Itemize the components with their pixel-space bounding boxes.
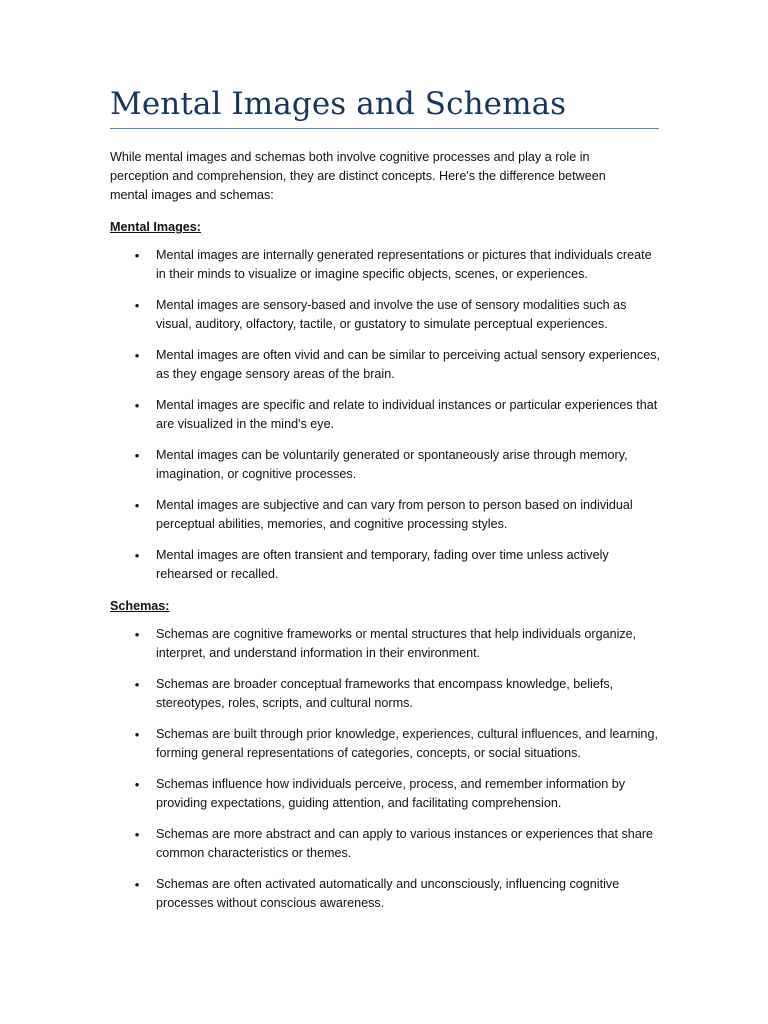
list-item — [110, 296, 660, 334]
bullet-icon: • — [134, 398, 140, 413]
bullet-icon: • — [134, 298, 140, 313]
section-schemas — [110, 597, 659, 913]
bullet-icon: • — [134, 727, 140, 742]
list-item — [110, 496, 660, 534]
list-item — [110, 246, 660, 284]
bullet-icon: • — [134, 498, 140, 513]
list-item — [110, 396, 660, 434]
mental-images-list — [110, 246, 659, 584]
bullet-icon: • — [134, 348, 140, 363]
bullet-icon: • — [134, 677, 140, 692]
list-item-text: Mental images can be voluntarily generated or spontaneously arise through memory, imagination, or cognitive processes. — [156, 448, 628, 481]
list-item-text: Mental images are specific and relate to individual instances or particular experiences that are visualized in the mind's eye. — [156, 398, 658, 431]
list-item-text: Mental images are subjective and can vary from person to person based on individual perceptual abilities, memories, and cognitive processing styles. — [156, 498, 633, 531]
list-item — [110, 725, 660, 763]
bullet-icon: • — [134, 627, 140, 642]
schemas-list — [110, 625, 659, 913]
intro-paragraph: While mental images and schemas both involve cognitive processes and play a role in perception and comprehension, they are distinct concepts. Here's the difference between mental images and schemas: — [110, 150, 606, 202]
list-item-text: Schemas are cognitive frameworks or mental structures that help individuals organize, interpret, and understand information in their environment. — [156, 627, 637, 660]
list-item-text: Schemas are more abstract and can apply to various instances or experiences that share common characteristics or themes. — [156, 827, 654, 860]
list-item — [110, 775, 660, 813]
list-item-text: Schemas influence how individuals perceive, process, and remember information by providing expectations, guiding attention, and facilitating comprehension. — [156, 777, 626, 810]
list-item — [110, 346, 660, 384]
section-mental-images — [110, 218, 659, 584]
document-page — [110, 84, 659, 913]
list-item — [110, 625, 660, 663]
list-item — [110, 825, 660, 863]
list-item — [110, 675, 660, 713]
list-item-text: Mental images are sensory-based and involve the use of sensory modalities such as visual, auditory, olfactory, tactile, or gustatory to simulate perceptual experiences. — [156, 298, 627, 331]
bullet-icon: • — [134, 877, 140, 892]
list-item-text: Schemas are often activated automatically and unconsciously, influencing cognitive processes without conscious awareness. — [156, 877, 620, 910]
list-item — [110, 446, 660, 484]
section-heading-schemas: Schemas: — [110, 599, 170, 613]
list-item-text: Mental images are often transient and temporary, fading over time unless actively rehearsed or recalled. — [156, 548, 609, 581]
list-item — [110, 546, 660, 584]
list-item — [110, 875, 660, 913]
list-item-text: Schemas are broader conceptual frameworks that encompass knowledge, beliefs, stereotypes, roles, scripts, and cultural norms. — [156, 677, 614, 710]
list-item-text: Mental images are internally generated representations or pictures that individuals create in their minds to visualize or imagine specific objects, scenes, or experiences. — [156, 248, 652, 281]
bullet-icon: • — [134, 827, 140, 842]
bullet-icon: • — [134, 448, 140, 463]
bullet-icon: • — [134, 777, 140, 792]
list-item-text: Schemas are built through prior knowledge, experiences, cultural influences, and learning, forming general representations of categories, concepts, or social situations. — [156, 727, 658, 760]
document-title: Mental Images and Schemas — [110, 84, 659, 129]
bullet-icon: • — [134, 248, 140, 263]
section-heading-mental-images: Mental Images: — [110, 220, 201, 234]
list-item-text: Mental images are often vivid and can be similar to perceiving actual sensory experiences, as they engage sensory areas of the brain. — [156, 348, 661, 381]
bullet-icon: • — [134, 548, 140, 563]
